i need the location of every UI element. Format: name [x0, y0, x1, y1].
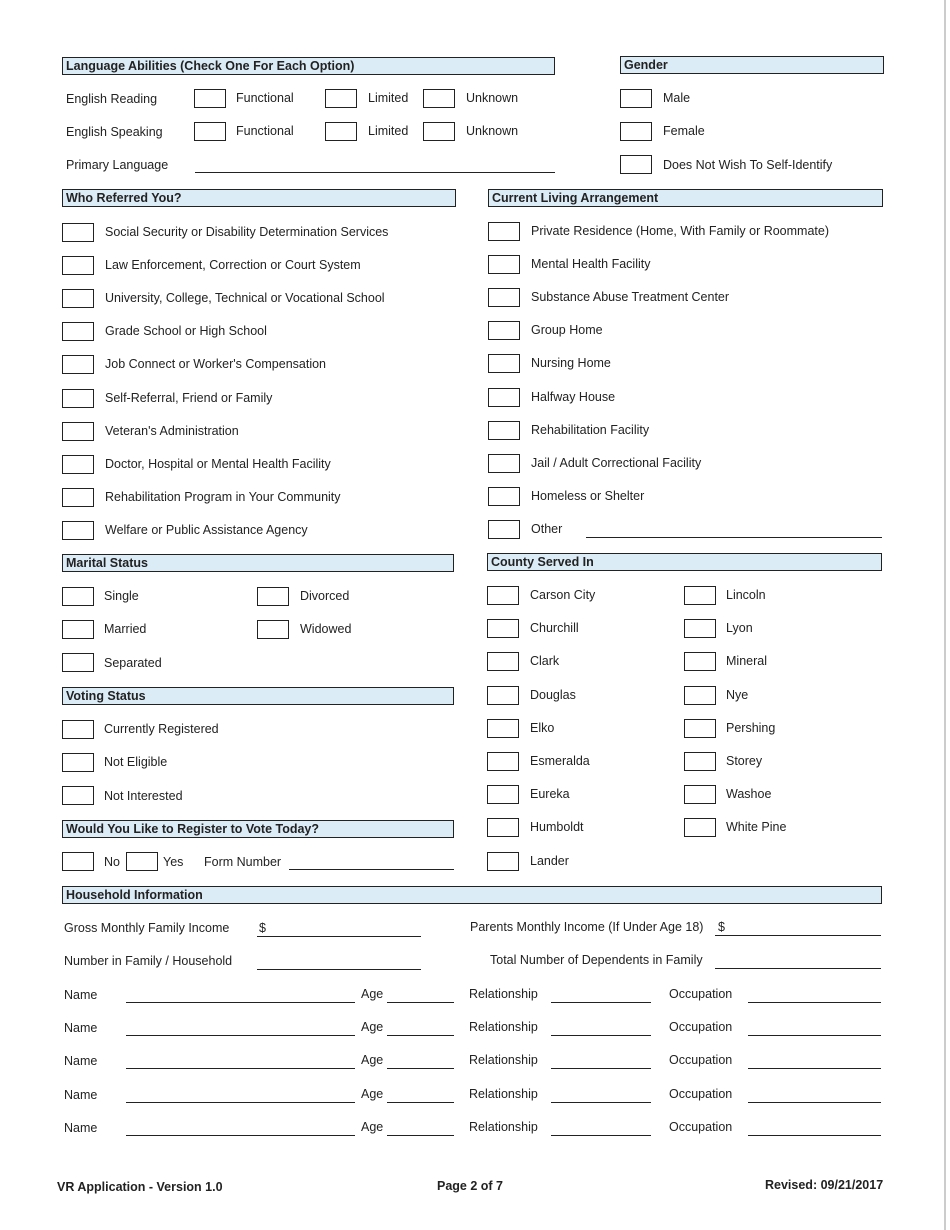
english-speaking-label: English Speaking: [66, 125, 163, 139]
referral-rehabilitation-program-in-your-checkbox[interactable]: [62, 488, 94, 507]
option-label: Limited: [368, 91, 409, 105]
member-relationship-field[interactable]: [551, 1002, 651, 1003]
number-in-family-field[interactable]: [257, 969, 421, 970]
marital-separated-checkbox[interactable]: [62, 653, 94, 672]
living-option-label: Group Home: [531, 323, 603, 338]
member-name-label: Name: [64, 1120, 98, 1135]
footer-page: Page 2 of 7: [437, 1179, 503, 1193]
marital-widowed-checkbox[interactable]: [257, 620, 289, 639]
register-no-checkbox[interactable]: [62, 852, 94, 871]
gross-income-field[interactable]: [257, 936, 421, 937]
referral-option-label: Doctor, Hospital or Mental Health Facility: [105, 456, 331, 471]
living-other-checkbox[interactable]: [488, 520, 520, 539]
member-name-label: Name: [64, 1087, 98, 1102]
referral-grade-school-or-high-school-checkbox[interactable]: [62, 322, 94, 341]
living-substance-abuse-treatment-cent-checkbox[interactable]: [488, 288, 520, 307]
gender-no-identify-checkbox[interactable]: [620, 155, 652, 174]
voting-option-label: Not Interested: [104, 789, 183, 803]
dependents-label: Total Number of Dependents in Family: [490, 953, 703, 967]
referral-option-label: University, College, Technical or Vocational School: [105, 291, 385, 306]
living-option-label: Nursing Home: [531, 356, 611, 371]
option-label: Functional: [236, 91, 294, 105]
marital-option-label: Separated: [104, 656, 162, 670]
voting-header: Voting Status: [62, 687, 454, 705]
marital-divorced-checkbox[interactable]: [257, 587, 289, 606]
member-relationship-label: Relationship: [469, 987, 538, 1001]
gender-option-label: Does Not Wish To Self-Identify: [663, 158, 833, 172]
county-option-label: Washoe: [726, 787, 772, 802]
marital-option-label: Single: [104, 589, 139, 603]
member-name-label: Name: [64, 1054, 98, 1069]
referral-option-label: Job Connect or Worker's Compensation: [105, 357, 327, 372]
county-clark-checkbox[interactable]: [487, 652, 519, 671]
living-option-label: Jail / Adult Correctional Facility: [531, 455, 702, 470]
marital-single-checkbox[interactable]: [62, 587, 94, 606]
county-option-label: Douglas: [530, 687, 576, 702]
county-option-label: Mineral: [726, 654, 767, 669]
page-edge: [944, 0, 946, 1230]
member-occupation-label: Occupation: [669, 1086, 733, 1101]
form-number-field[interactable]: [289, 869, 454, 870]
other-living-field[interactable]: [586, 537, 882, 538]
voting-not-eligible-checkbox[interactable]: [62, 753, 94, 772]
gender-option-label: Male: [663, 91, 691, 105]
county-lyon-checkbox[interactable]: [684, 619, 716, 638]
member-age-label: Age: [361, 987, 384, 1001]
english-speaking-functional-checkbox[interactable]: [194, 122, 226, 141]
member-name-label: Name: [64, 988, 98, 1002]
county-option-label: White Pine: [726, 820, 787, 835]
option-label: Functional: [236, 124, 294, 138]
member-relationship-field[interactable]: [551, 1102, 651, 1103]
county-header: County Served In: [487, 553, 882, 571]
member-relationship-label: Relationship: [469, 1020, 538, 1035]
member-name-field[interactable]: [126, 1102, 355, 1103]
english-reading-limited-checkbox[interactable]: [325, 89, 357, 108]
member-age-field[interactable]: [387, 1102, 454, 1103]
referral-option-label: Social Security or Disability Determination Services: [105, 225, 389, 239]
living-option-label: Substance Abuse Treatment Center: [531, 290, 730, 305]
county-mineral-checkbox[interactable]: [684, 652, 716, 671]
english-reading-unknown-checkbox[interactable]: [423, 89, 455, 108]
living-homeless-or-shelter-checkbox[interactable]: [488, 487, 520, 506]
county-elko-checkbox[interactable]: [487, 719, 519, 738]
referral-option-label: Veteran's Administration: [105, 423, 239, 438]
footer-revised: Revised: 09/21/2017: [765, 1178, 884, 1192]
member-occupation-field[interactable]: [748, 1002, 881, 1003]
county-lincoln-checkbox[interactable]: [684, 586, 716, 605]
number-in-family-label: Number in Family / Household: [64, 954, 233, 968]
marital-option-label: Married: [104, 622, 147, 636]
member-relationship-field[interactable]: [551, 1068, 651, 1069]
dependents-field[interactable]: [715, 968, 881, 969]
footer-version: VR Application - Version 1.0: [57, 1180, 223, 1194]
gender-option-label: Female: [663, 124, 705, 138]
primary-language-field[interactable]: [195, 172, 555, 173]
member-occupation-field[interactable]: [748, 1068, 881, 1069]
gender-male-checkbox[interactable]: [620, 89, 652, 108]
member-name-field[interactable]: [126, 1068, 355, 1069]
county-white-pine-checkbox[interactable]: [684, 818, 716, 837]
option-label: Unknown: [466, 91, 519, 105]
county-option-label: Elko: [530, 720, 555, 735]
option-label: Unknown: [466, 124, 519, 138]
county-option-label: Humboldt: [530, 820, 584, 835]
member-age-field[interactable]: [387, 1135, 454, 1136]
marital-option-label: Divorced: [300, 589, 350, 603]
member-occupation-label: Occupation: [669, 1053, 733, 1068]
county-humboldt-checkbox[interactable]: [487, 818, 519, 837]
referral-doctor-hospital-or-mental-heal-checkbox[interactable]: [62, 455, 94, 474]
county-option-label: Lincoln: [726, 588, 766, 602]
member-age-label: Age: [361, 1086, 384, 1101]
currency-label: $: [259, 921, 266, 935]
living-option-label: Other: [531, 521, 563, 536]
member-name-field[interactable]: [126, 1135, 355, 1136]
living-option-label: Mental Health Facility: [531, 257, 651, 272]
household-header: Household Information: [62, 886, 882, 904]
register-no-label: No: [104, 855, 120, 869]
parents-income-field[interactable]: [715, 935, 881, 936]
county-washoe-checkbox[interactable]: [684, 785, 716, 804]
living-option-label: Halfway House: [531, 389, 616, 404]
living-rehabilitation-facility-checkbox[interactable]: [488, 421, 520, 440]
referral-option-label: Law Enforcement, Correction or Court System: [105, 258, 361, 273]
member-name-label: Name: [64, 1021, 98, 1036]
member-relationship-field[interactable]: [551, 1035, 651, 1036]
referral-veteran-s-administration-checkbox[interactable]: [62, 422, 94, 441]
member-occupation-label: Occupation: [669, 987, 733, 1001]
gender-female-checkbox[interactable]: [620, 122, 652, 141]
referral-law-enforcement-correction-or--checkbox[interactable]: [62, 256, 94, 275]
county-douglas-checkbox[interactable]: [487, 686, 519, 705]
voting-option-label: Not Eligible: [104, 755, 168, 769]
member-age-label: Age: [361, 1119, 384, 1134]
marital-married-checkbox[interactable]: [62, 620, 94, 639]
member-age-field[interactable]: [387, 1068, 454, 1069]
county-nye-checkbox[interactable]: [684, 686, 716, 705]
county-option-label: Esmeralda: [530, 754, 590, 768]
living-header: Current Living Arrangement: [488, 189, 883, 207]
member-relationship-label: Relationship: [469, 1119, 538, 1134]
marital-header: Marital Status: [62, 554, 454, 572]
member-relationship-field[interactable]: [551, 1135, 651, 1136]
county-carson-city-checkbox[interactable]: [487, 586, 519, 605]
county-option-label: Carson City: [530, 588, 596, 602]
form-number-label: Form Number: [204, 855, 282, 869]
living-option-label: Homeless or Shelter: [531, 488, 645, 503]
county-option-label: Clark: [530, 654, 560, 669]
living-jail-adult-correctional-facili-checkbox[interactable]: [488, 454, 520, 473]
referral-option-label: Rehabilitation Program in Your Community: [105, 489, 341, 504]
county-option-label: Pershing: [726, 720, 776, 735]
county-esmeralda-checkbox[interactable]: [487, 752, 519, 771]
currency-label: $: [718, 920, 725, 934]
gross-income-label: Gross Monthly Family Income: [64, 921, 230, 935]
living-nursing-home-checkbox[interactable]: [488, 354, 520, 373]
county-pershing-checkbox[interactable]: [684, 719, 716, 738]
english-speaking-unknown-checkbox[interactable]: [423, 122, 455, 141]
member-occupation-field[interactable]: [748, 1135, 881, 1136]
member-occupation-field[interactable]: [748, 1102, 881, 1103]
english-reading-functional-checkbox[interactable]: [194, 89, 226, 108]
referral-option-label: Welfare or Public Assistance Agency: [105, 522, 308, 537]
living-option-label: Private Residence (Home, With Family or Roommate): [531, 224, 829, 238]
county-option-label: Nye: [726, 687, 749, 702]
member-occupation-field[interactable]: [748, 1035, 881, 1036]
referral-option-label: Grade School or High School: [105, 324, 267, 339]
member-occupation-label: Occupation: [669, 1119, 733, 1134]
voting-option-label: Currently Registered: [104, 722, 219, 736]
member-age-label: Age: [361, 1053, 384, 1068]
member-occupation-label: Occupation: [669, 1020, 733, 1035]
living-private-residence-home-with-fa-checkbox[interactable]: [488, 222, 520, 241]
voting-not-interested-checkbox[interactable]: [62, 786, 94, 805]
county-option-label: Lander: [530, 853, 569, 868]
county-lander-checkbox[interactable]: [487, 852, 519, 871]
living-mental-health-facility-checkbox[interactable]: [488, 255, 520, 274]
option-label: Limited: [368, 124, 409, 138]
referral-option-label: Self-Referral, Friend or Family: [105, 390, 273, 405]
county-eureka-checkbox[interactable]: [487, 785, 519, 804]
living-group-home-checkbox[interactable]: [488, 321, 520, 340]
county-option-label: Eureka: [530, 787, 570, 802]
referral-self-referral-friend-or-family-checkbox[interactable]: [62, 389, 94, 408]
county-option-label: Churchill: [530, 621, 579, 636]
county-option-label: Storey: [726, 754, 763, 768]
member-name-field[interactable]: [126, 1035, 355, 1036]
member-name-field[interactable]: [126, 1002, 355, 1003]
register-yes-checkbox[interactable]: [126, 852, 158, 871]
english-speaking-limited-checkbox[interactable]: [325, 122, 357, 141]
county-storey-checkbox[interactable]: [684, 752, 716, 771]
english-reading-label: English Reading: [66, 92, 158, 106]
marital-option-label: Widowed: [300, 622, 352, 636]
gender-header: Gender: [620, 56, 884, 74]
county-option-label: Lyon: [726, 621, 753, 636]
language-header: Language Abilities (Check One For Each Option): [62, 57, 555, 75]
member-age-field[interactable]: [387, 1002, 454, 1003]
parents-income-label: Parents Monthly Income (If Under Age 18): [470, 920, 704, 934]
member-age-label: Age: [361, 1020, 384, 1035]
living-option-label: Rehabilitation Facility: [531, 422, 650, 437]
voting-registered-checkbox[interactable]: [62, 720, 94, 739]
register-header: Would You Like to Register to Vote Today?: [62, 820, 454, 838]
referral-job-connect-or-worker-s-compen-checkbox[interactable]: [62, 355, 94, 374]
referral-header: Who Referred You?: [62, 189, 456, 207]
county-churchill-checkbox[interactable]: [487, 619, 519, 638]
member-age-field[interactable]: [387, 1035, 454, 1036]
register-yes-label: Yes: [163, 855, 184, 869]
referral-university-college-technical-o-checkbox[interactable]: [62, 289, 94, 308]
member-relationship-label: Relationship: [469, 1086, 538, 1101]
member-relationship-label: Relationship: [469, 1053, 538, 1068]
primary-language-label: Primary Language: [66, 158, 169, 172]
referral-welfare-or-public-assistance-a-checkbox[interactable]: [62, 521, 94, 540]
living-halfway-house-checkbox[interactable]: [488, 388, 520, 407]
referral-social-security-or-disability--checkbox[interactable]: [62, 223, 94, 242]
